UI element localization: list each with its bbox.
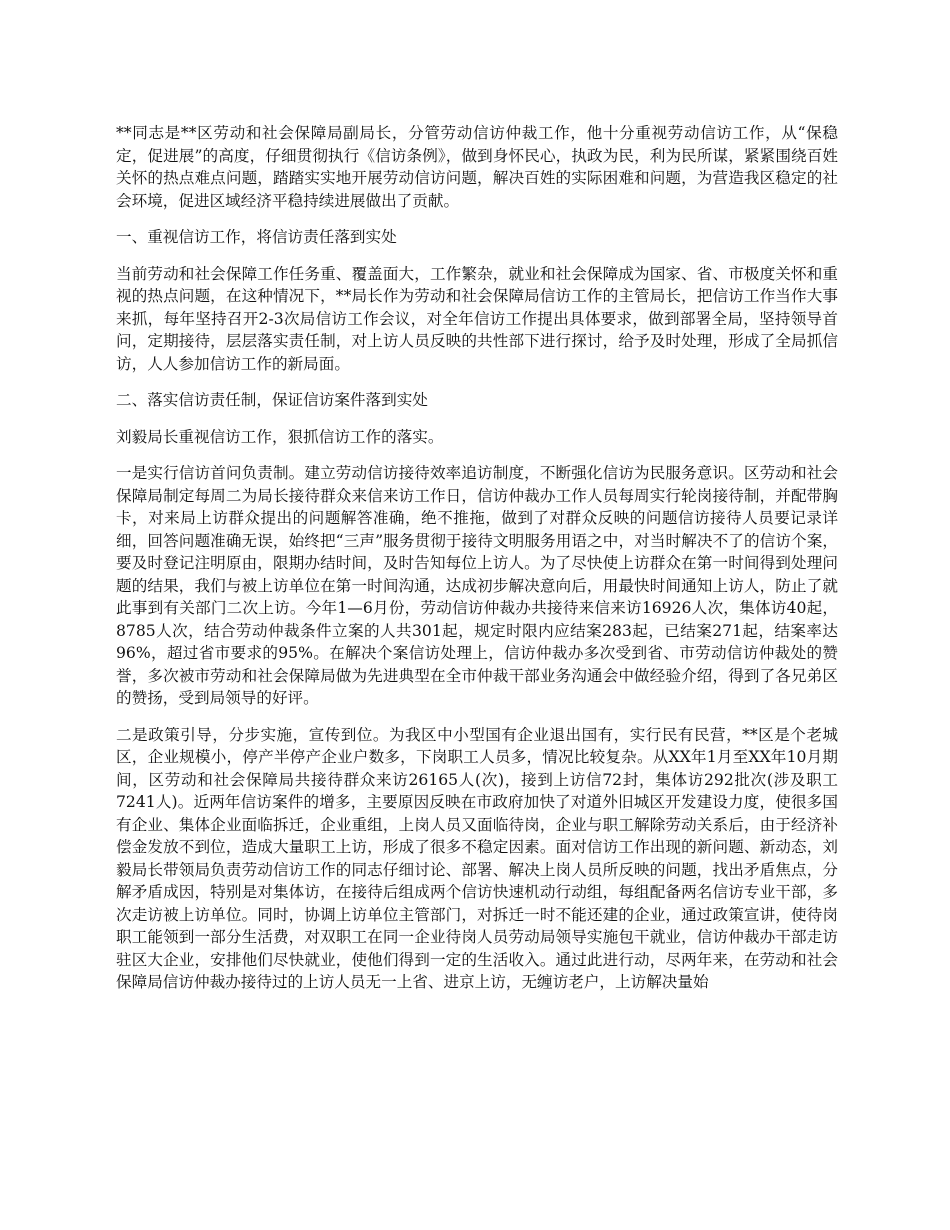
section-1-paragraph: 当前劳动和社会保障工作任务重、覆盖面大，工作繁杂，就业和社会保障成为国家、省、市极度关怀和重视的热点问题，在这种情况下，**局长作为劳动和社会保障局信访工作的主管局长，把信访工作当作大事来抓，每年坚持召开2-3次局信访工作会议，对全年信访工作提出具体要求，做到部署全局，坚持领导首问，定期接待，层层落实责任制，对上访人员反映的共性部下进行探讨，给予及时处理，形成了全局抓信访，人人参加信访工作的新局面。	[116, 264, 838, 373]
point-2-paragraph: 二是政策引导，分步实施，宣传到位。为我区中小型国有企业退出国有，实行民有民营，**区是个老城区，企业规模小，停产半停产企业户数多，下岗职工人员多，情况比较复杂。从XX年1月至XX年10月期间，区劳动和社会保障局共接待群众来访26165人(次)，接到上访信72封，集体访292批次(涉及职工7241人)。近两年信访案件的增多，主要原因反映在市政府加快了对道外旧城区开发建设力度，使很多国有企业、集体企业面临拆迁，企业重组，上岗人员又面临待岗，企业与职工解除劳动关系后，由于经济补偿金发放不到位，造成大量职工上访，形成了很多不稳定因素。面对信访工作出现的新问题、新动态，刘毅局长带领局负责劳动信访工作的同志仔细讨论、部署、解决上岗人员所反映的问题，找出矛盾焦点，分解矛盾成因，特别是对集体访，在接待后组成两个信访快速机动行动组，每组配备两名信访专业干部，多次走访被上访单位。同时，协调上访单位主管部门，对拆迁一时不能还建的企业，通过政策宣讲，使待岗职工能领到一部分生活费，对双职工在同一企业待岗人员劳动局领导实施包干就业，信访仲裁办干部走访驻区大企业，安排他们尽快就业，使他们得到一定的生活收入。通过此进行动，尽两年来，在劳动和社会保障局信访仲裁办接待过的上访人员无一上省、进京上访，无缠访老户，上访解决量始	[116, 725, 838, 991]
section-heading-2: 二、落实信访责任制，保证信访案件落到实处	[116, 391, 428, 409]
document-page	[116, 122, 838, 1008]
section-heading-1: 一、重视信访工作，将信访责任落到实处	[116, 228, 397, 246]
section-2-lead-paragraph: 刘毅局长重视信访工作，狠抓信访工作的落实。	[116, 427, 444, 446]
point-1-paragraph: 一是实行信访首问负责制。建立劳动信访接待效率追访制度，不断强化信访为民服务意识。区劳动和社会保障局制定每周二为局长接待群众来信来访工作日，信访仲裁办工作人员每周实行轮岗接待制，并配带胸卡，对来局上访群众提出的问题解答准确，绝不推拖，做到了对群众反映的问题信访接待人员要记录详细，回答问题准确无误，始终把“三声”服务贯彻于接待文明服务用语之中，对当时解决不了的信访个案，要及时登记注明原由，限期办结时间，及时告知每位上访人。为了尽快使上访群众在第一时间得到处理问题的结果，我们与被上访单位在第一时间沟通，达成初步解决意向后，用最快时间通知上访人，防止了就此事到有关部门二次上访。今年1—6月份，劳动信访仲裁办共接待来信来访16926人次，集体访40起，8785人次，结合劳动仲裁条件立案的人共301起，规定时限内应结案283起，已结案271起，结案率达96%，超过省市要求的95%。在解决个案信访处理上，信访仲裁办多次受到省、市劳动信访仲裁处的赞誉，多次被市劳动和社会保障局做为先进典型在全市仲裁干部业务沟通会中做经验介绍，得到了各兄弟区的赞扬，受到局领导的好评。	[116, 464, 838, 707]
intro-paragraph: **同志是**区劳动和社会保障局副局长，分管劳动信访仲裁工作，他十分重视劳动信访工作，从“保稳定，促进展”的高度，仔细贯彻执行《信访条例》，做到身怀民心，执政为民，利为民所谋，紧紧围绕百姓关怀的热点难点问题，踏踏实实地开展劳动信访问题，解决百姓的实际困难和问题，为营造我区稳定的社会环境，促进区域经济平稳持续进展做出了贡献。	[116, 124, 838, 210]
